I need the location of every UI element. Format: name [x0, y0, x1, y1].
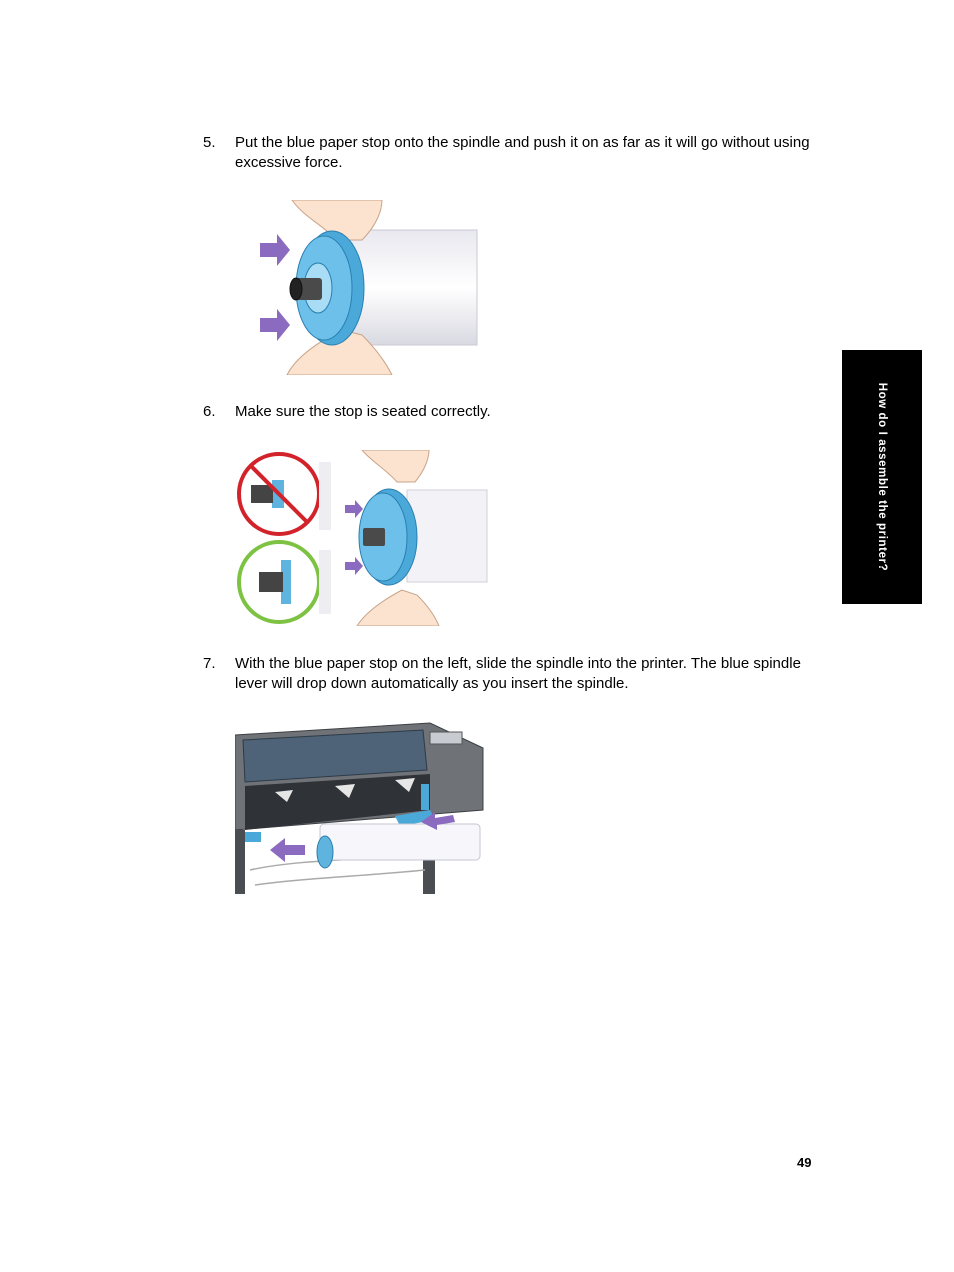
correct-seating-icon [239, 542, 331, 622]
step-number: 6. [203, 403, 216, 420]
page-number: 49 [797, 1155, 812, 1170]
step-text: With the blue paper stop on the left, slide the spindle into the printer. The blue spindle lever will drop down automatically as you insert the spindle. [235, 655, 801, 692]
printer-illustration [235, 720, 485, 894]
step-number: 7. [203, 655, 216, 672]
chapter-tab-label: How do I assemble the printer? [876, 382, 888, 572]
paper-stop-illustration [252, 200, 487, 375]
chapter-side-tab [842, 350, 922, 604]
step-text: Put the blue paper stop onto the spindle and push it on as far as it will go without using excessive force. [235, 134, 810, 171]
step-text: Make sure the stop is seated correctly. [235, 403, 491, 420]
seating-check-illustration [237, 450, 492, 626]
step-number: 5. [203, 134, 216, 151]
incorrect-seating-icon [239, 454, 331, 534]
